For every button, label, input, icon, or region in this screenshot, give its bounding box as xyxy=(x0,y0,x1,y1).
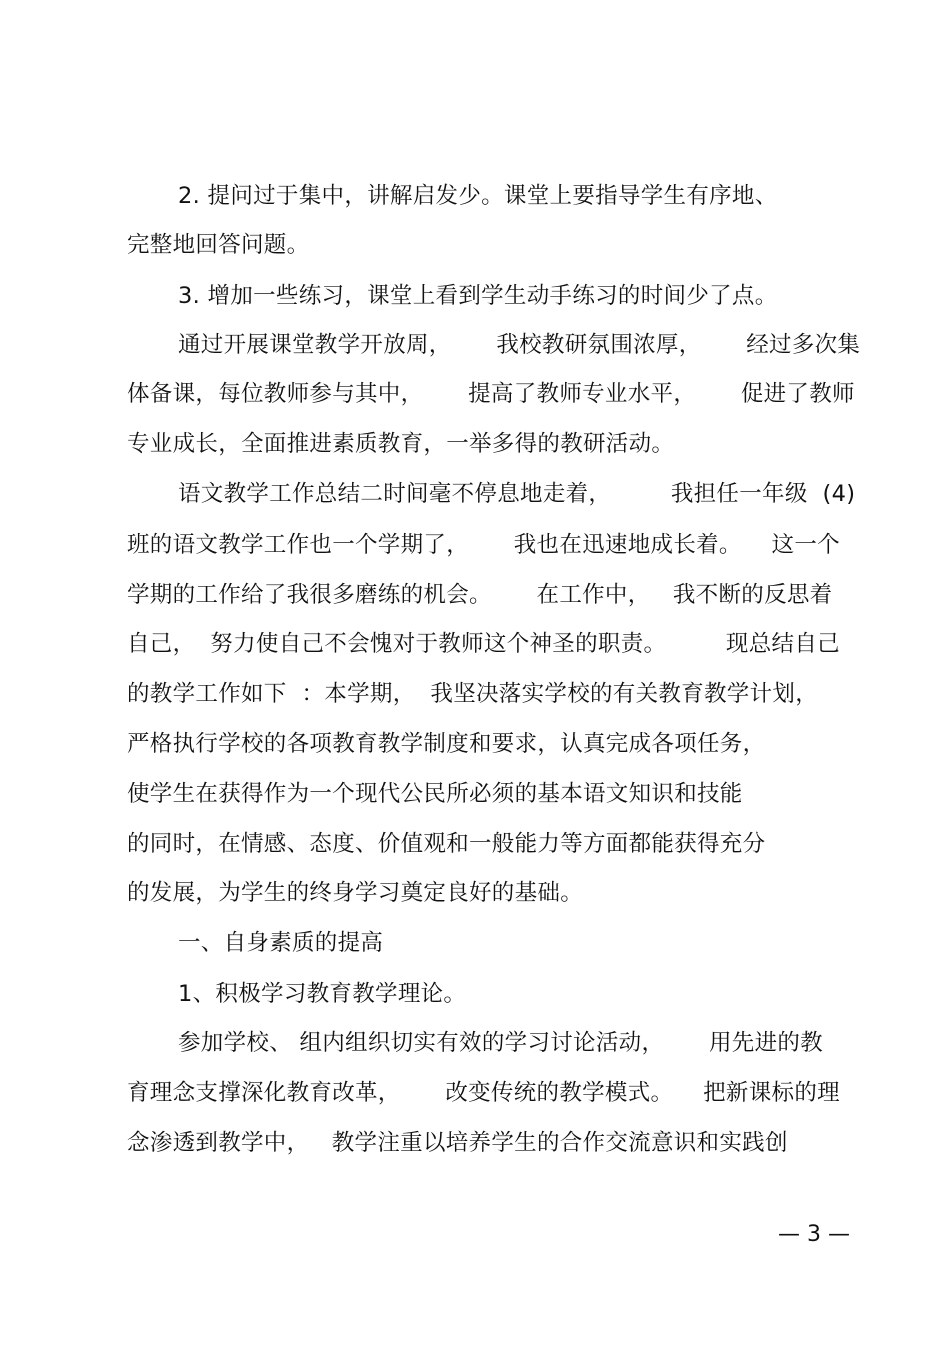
text-line: 自己， 努力使自己不会愧对于教师这个神圣的职责。 现总结自己 xyxy=(127,631,840,657)
text-line: 严格执行学校的各项教育教学制度和要求，认真完成各项任务， xyxy=(127,731,766,757)
page-number: — 3 — xyxy=(778,1222,850,1247)
text-line: 的教学工作如下 ：本学期， 我坚决落实学校的有关教育教学计划， xyxy=(127,681,819,707)
text-line: 体备课，每位教师参与其中， 提高了教师专业水平， 促进了教师 xyxy=(127,381,855,407)
text-line: 参加学校、 组内组织切实有效的学习讨论活动， 用先进的教 xyxy=(178,1030,823,1056)
text-line: 专业成长，全面推进素质教育，一举多得的教研活动。 xyxy=(127,431,675,457)
section-heading: 一、自身素质的提高 xyxy=(178,930,384,956)
text-line: 念渗透到教学中， 教学注重以培养学生的合作交流意识和实践创 xyxy=(127,1130,788,1156)
text-line: 语文教学工作总结二时间毫不停息地走着， 我担任一年级 (4) xyxy=(178,481,856,507)
text-line: 2. 提问过于集中，讲解启发少。课堂上要指导学生有序地、 xyxy=(178,183,778,209)
text-line: 的发展，为学生的终身学习奠定良好的基础。 xyxy=(127,880,584,906)
text-line: 育理念支撑深化教育改革， 改变传统的教学模式。 把新课标的理 xyxy=(127,1080,840,1106)
subsection-heading: 1、积极学习教育教学理论。 xyxy=(178,981,467,1007)
text-line: 通过开展课堂教学开放周， 我校教研氛围浓厚， 经过多次集 xyxy=(178,332,861,358)
text-line: 3. 增加一些练习，课堂上看到学生动手练习的时间少了点。 xyxy=(178,283,778,309)
text-line: 学期的工作给了我很多磨练的机会。 在工作中， 我不断的反思着 xyxy=(127,582,833,608)
text-line: 的同时，在情感、态度、价值观和一般能力等方面都能获得充分 xyxy=(127,831,766,857)
text-line: 完整地回答问题。 xyxy=(127,232,310,258)
text-line: 班的语文教学工作也一个学期了， 我也在迅速地成长着。 这一个 xyxy=(127,532,840,558)
text-line: 使学生在获得作为一个现代公民所必须的基本语文知识和技能 xyxy=(127,781,743,807)
